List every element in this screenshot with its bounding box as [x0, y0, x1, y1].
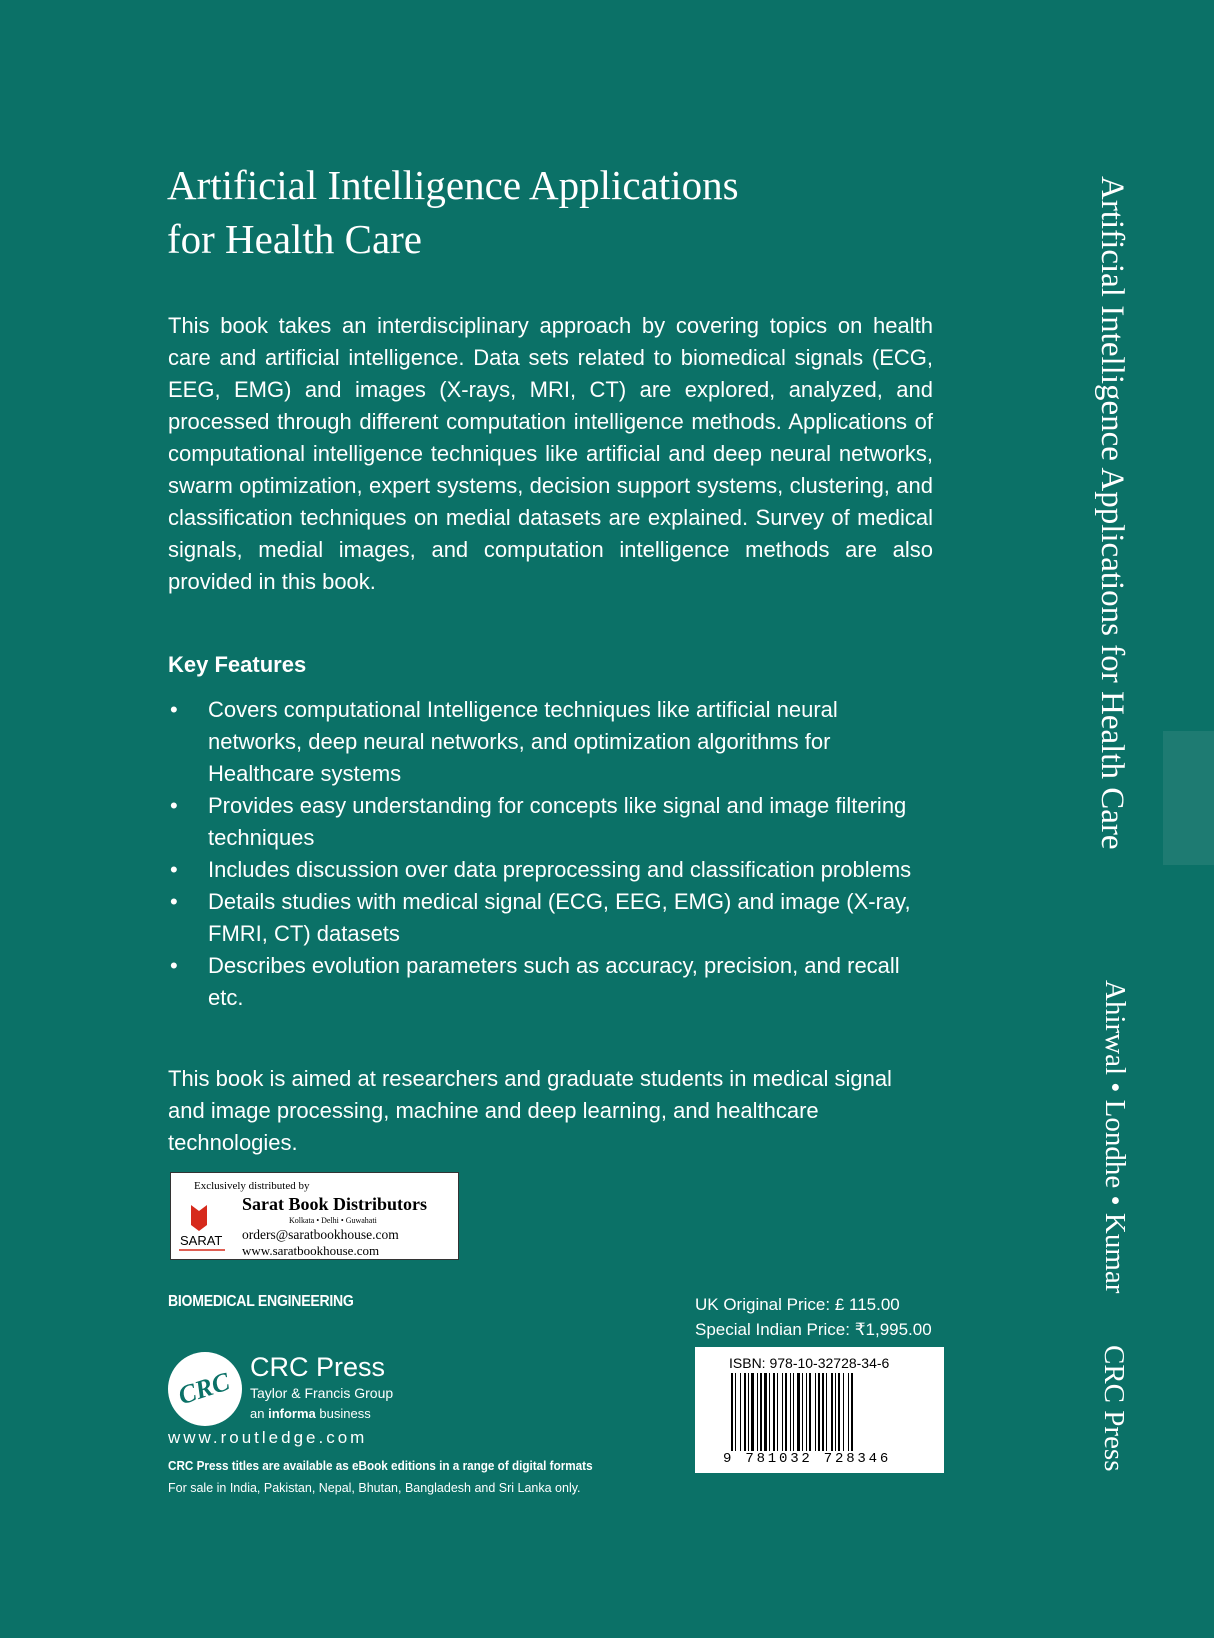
barcode-bar: [740, 1373, 741, 1451]
barcode-bar: [773, 1373, 775, 1451]
feature-item: [168, 694, 933, 790]
publisher-informa-line: [250, 1406, 371, 1421]
barcode-bar: [760, 1373, 762, 1451]
barcode-bar: [802, 1373, 803, 1451]
distributor-exclusive-note: Exclusively distributed by: [194, 1180, 310, 1192]
barcode-bar: [731, 1373, 733, 1451]
publisher-website: www.routledge.com: [168, 1428, 368, 1447]
book-title: [167, 158, 867, 266]
ebook-note: CRC Press titles are available as eBook editions in a range of digital formats: [168, 1458, 593, 1473]
feature-text: Describes evolution parameters such as accuracy, precision, and recall etc.: [208, 953, 900, 1010]
feature-item: [168, 790, 933, 854]
barcode-icon: [731, 1373, 907, 1451]
barcode-bar: [751, 1373, 754, 1451]
isbn-digits: 9 781032 728346: [723, 1451, 892, 1467]
sarat-logo: [177, 1203, 229, 1253]
crc-logo-text: CRC: [174, 1366, 234, 1411]
barcode-bar: [822, 1373, 824, 1451]
barcode-bar: [782, 1373, 783, 1451]
bullet: •: [170, 889, 178, 914]
book-description: This book takes an interdisciplinary approach by covering topics on health care and artificial intelligence. Data sets related to biomedical signals (ECG, EEG, EMG) and images (X-rays, MRI, CT) are explored, analyzed, and processed through different computation intelligence methods. Applications of computational intelligence techniques like artificial and deep neural networks, swarm optimization, expert systems, decision support systems, clustering, and classification techniques on medial datasets are explained. Survey of medical signals, medial images, and computation intelligence methods are also provided in this book.: [168, 313, 933, 594]
feature-text: Provides easy understanding for concepts like signal and image filtering techniques: [208, 793, 907, 850]
uk-price: UK Original Price: £ 115.00: [695, 1295, 900, 1314]
informa-suffix: business: [319, 1406, 371, 1421]
barcode-bar: [831, 1373, 833, 1451]
barcode-bar: [793, 1373, 794, 1451]
barcode-bar: [809, 1373, 811, 1451]
publisher-name: CRC Press: [250, 1352, 386, 1382]
barcode-bar: [851, 1373, 853, 1451]
feature-text: Details studies with medical signal (ECG, EEG, EMG) and image (X-ray, FMRI, CT) datasets: [208, 889, 911, 946]
feature-text: Covers computational Intelligence techniques like artificial neural networks, deep neural networks, and optimization algorithms for Healthcare systems: [208, 697, 838, 786]
barcode-bar: [764, 1373, 767, 1451]
spine-title: Artificial Intelligence Applications for Health Care: [1094, 176, 1130, 850]
sarat-logo-text: SARAT: [180, 1233, 223, 1248]
barcode-bar: [785, 1373, 787, 1451]
distributor-name: Sarat Book Distributors: [242, 1194, 428, 1214]
indian-price: Special Indian Price: ₹1,995.00: [695, 1320, 932, 1339]
informa-brand: informa: [268, 1406, 316, 1421]
barcode-bar: [735, 1373, 736, 1451]
spine-authors: Ahirwal • Londhe • Kumar: [1099, 980, 1131, 1294]
barcode-bar: [757, 1373, 758, 1451]
barcode-bar: [777, 1373, 778, 1451]
barcode-bar: [744, 1373, 746, 1451]
distributor-website: www.saratbookhouse.com: [242, 1243, 380, 1258]
sale-region-note: For sale in India, Pakistan, Nepal, Bhutan, Bangladesh and Sri Lanka only.: [168, 1481, 581, 1495]
feature-item: [168, 886, 933, 950]
key-features-heading: Key Features: [168, 652, 307, 677]
distributor-email: orders@saratbookhouse.com: [242, 1227, 399, 1242]
barcode-bar: [769, 1373, 770, 1451]
barcode-bar: [835, 1373, 836, 1451]
bullet: •: [170, 697, 178, 722]
crc-press-logo-icon: [168, 1352, 242, 1426]
book-title-line-1: Artificial Intelligence Applications: [167, 162, 739, 208]
bullet: •: [170, 857, 178, 882]
publisher-group: Taylor & Francis Group: [250, 1385, 394, 1401]
feature-item: [168, 950, 933, 1014]
distributor-box: [170, 1172, 459, 1260]
spine-publisher: CRC Press: [1098, 1345, 1130, 1472]
spine-tab: [1163, 731, 1214, 865]
book-title-line-2: for Health Care: [167, 216, 422, 262]
informa-prefix: an: [250, 1406, 265, 1421]
bullet: •: [170, 953, 178, 978]
feature-text: Includes discussion over data preprocessing and classification problems: [208, 857, 912, 882]
subject-category: BIOMEDICAL ENGINEERING: [168, 1293, 354, 1310]
barcode-bar: [806, 1373, 807, 1451]
barcode-bar: [790, 1373, 791, 1451]
audience-statement: This book is aimed at researchers and graduate students in medical signal and image processing, machine and deep learning, and healthcare technologies.: [168, 1066, 892, 1155]
barcode-bar: [826, 1373, 827, 1451]
barcode-bar: [797, 1373, 800, 1451]
barcode-bar: [838, 1373, 840, 1451]
distributor-cities: Kolkata • Delhi • Guwahati: [289, 1216, 377, 1225]
isbn-label: ISBN: 978-10-32728-34-6: [729, 1355, 890, 1371]
barcode-bar: [748, 1373, 749, 1451]
barcode-bar: [843, 1373, 844, 1451]
barcode-bar: [848, 1373, 849, 1451]
isbn-barcode: [695, 1347, 944, 1473]
key-features-list: [168, 694, 933, 1014]
feature-item: [168, 854, 933, 886]
barcode-bar: [818, 1373, 820, 1451]
bullet: •: [170, 793, 178, 818]
barcode-bar: [815, 1373, 816, 1451]
